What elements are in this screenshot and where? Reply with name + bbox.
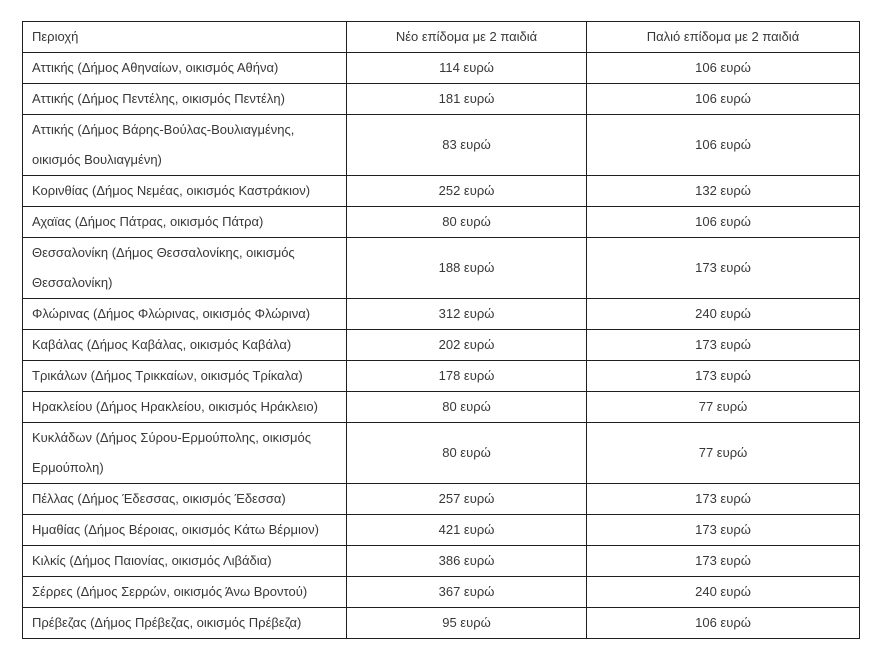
new-allowance-cell: 80 ευρώ bbox=[347, 392, 587, 423]
table-row bbox=[23, 207, 860, 238]
region-cell: Κορινθίας (Δήμος Νεμέας, οικισμός Καστράκιον) bbox=[23, 176, 347, 207]
allowance-table bbox=[22, 21, 860, 639]
table-row bbox=[23, 423, 860, 484]
header-new-allowance: Νέο επίδομα με 2 παιδιά bbox=[347, 22, 587, 53]
region-cell: Κυκλάδων (Δήμος Σύρου-Ερμούπολης, οικισμός Ερμούπολη) bbox=[23, 423, 347, 484]
new-allowance-cell: 421 ευρώ bbox=[347, 515, 587, 546]
region-cell: Ημαθίας (Δήμος Βέροιας, οικισμός Κάτω Βέρμιον) bbox=[23, 515, 347, 546]
table-row bbox=[23, 176, 860, 207]
new-allowance-cell: 181 ευρώ bbox=[347, 84, 587, 115]
new-allowance-cell: 114 ευρώ bbox=[347, 53, 587, 84]
table-row bbox=[23, 53, 860, 84]
new-allowance-cell: 95 ευρώ bbox=[347, 608, 587, 639]
old-allowance-cell: 173 ευρώ bbox=[587, 515, 860, 546]
table-row bbox=[23, 330, 860, 361]
region-cell: Τρικάλων (Δήμος Τρικκαίων, οικισμός Τρίκαλα) bbox=[23, 361, 347, 392]
table-row bbox=[23, 392, 860, 423]
region-cell: Αχαϊας (Δήμος Πάτρας, οικισμός Πάτρα) bbox=[23, 207, 347, 238]
new-allowance-cell: 83 ευρώ bbox=[347, 115, 587, 176]
region-cell: Αττικής (Δήμος Βάρης-Βούλας-Βουλιαγμένης, οικισμός Βουλιαγμένη) bbox=[23, 115, 347, 176]
old-allowance-cell: 173 ευρώ bbox=[587, 330, 860, 361]
region-cell: Ηρακλείου (Δήμος Ηρακλείου, οικισμός Ηράκλειο) bbox=[23, 392, 347, 423]
new-allowance-cell: 312 ευρώ bbox=[347, 299, 587, 330]
table-row bbox=[23, 577, 860, 608]
new-allowance-cell: 80 ευρώ bbox=[347, 423, 587, 484]
old-allowance-cell: 173 ευρώ bbox=[587, 484, 860, 515]
region-cell: Αττικής (Δήμος Πεντέλης, οικισμός Πεντέλη) bbox=[23, 84, 347, 115]
old-allowance-cell: 77 ευρώ bbox=[587, 423, 860, 484]
new-allowance-cell: 252 ευρώ bbox=[347, 176, 587, 207]
old-allowance-cell: 77 ευρώ bbox=[587, 392, 860, 423]
table-row bbox=[23, 546, 860, 577]
region-cell: Αττικής (Δήμος Αθηναίων, οικισμός Αθήνα) bbox=[23, 53, 347, 84]
table-row bbox=[23, 484, 860, 515]
old-allowance-cell: 106 ευρώ bbox=[587, 53, 860, 84]
table-row bbox=[23, 115, 860, 176]
old-allowance-cell: 106 ευρώ bbox=[587, 207, 860, 238]
table-row bbox=[23, 238, 860, 299]
table-row bbox=[23, 299, 860, 330]
table-row bbox=[23, 608, 860, 639]
old-allowance-cell: 173 ευρώ bbox=[587, 238, 860, 299]
region-cell: Σέρρες (Δήμος Σερρών, οικισμός Άνω Βροντού) bbox=[23, 577, 347, 608]
new-allowance-cell: 178 ευρώ bbox=[347, 361, 587, 392]
old-allowance-cell: 106 ευρώ bbox=[587, 608, 860, 639]
old-allowance-cell: 173 ευρώ bbox=[587, 546, 860, 577]
old-allowance-cell: 240 ευρώ bbox=[587, 577, 860, 608]
old-allowance-cell: 240 ευρώ bbox=[587, 299, 860, 330]
region-cell: Φλώρινας (Δήμος Φλώρινας, οικισμός Φλώρινα) bbox=[23, 299, 347, 330]
table-header-row bbox=[23, 22, 860, 53]
new-allowance-cell: 80 ευρώ bbox=[347, 207, 587, 238]
region-cell: Καβάλας (Δήμος Καβάλας, οικισμός Καβάλα) bbox=[23, 330, 347, 361]
header-old-allowance: Παλιό επίδομα με 2 παιδιά bbox=[587, 22, 860, 53]
old-allowance-cell: 106 ευρώ bbox=[587, 84, 860, 115]
region-cell: Θεσσαλονίκη (Δήμος Θεσσαλονίκης, οικισμός Θεσσαλονίκη) bbox=[23, 238, 347, 299]
region-cell: Κιλκίς (Δήμος Παιονίας, οικισμός Λιβάδια) bbox=[23, 546, 347, 577]
old-allowance-cell: 132 ευρώ bbox=[587, 176, 860, 207]
table-row bbox=[23, 361, 860, 392]
table-row bbox=[23, 515, 860, 546]
new-allowance-cell: 257 ευρώ bbox=[347, 484, 587, 515]
new-allowance-cell: 367 ευρώ bbox=[347, 577, 587, 608]
new-allowance-cell: 386 ευρώ bbox=[347, 546, 587, 577]
table-body bbox=[23, 53, 860, 639]
region-cell: Πρέβεζας (Δήμος Πρέβεζας, οικισμός Πρέβεζα) bbox=[23, 608, 347, 639]
new-allowance-cell: 202 ευρώ bbox=[347, 330, 587, 361]
old-allowance-cell: 106 ευρώ bbox=[587, 115, 860, 176]
header-region: Περιοχή bbox=[23, 22, 347, 53]
old-allowance-cell: 173 ευρώ bbox=[587, 361, 860, 392]
new-allowance-cell: 188 ευρώ bbox=[347, 238, 587, 299]
table-row bbox=[23, 84, 860, 115]
region-cell: Πέλλας (Δήμος Έδεσσας, οικισμός Έδεσσα) bbox=[23, 484, 347, 515]
